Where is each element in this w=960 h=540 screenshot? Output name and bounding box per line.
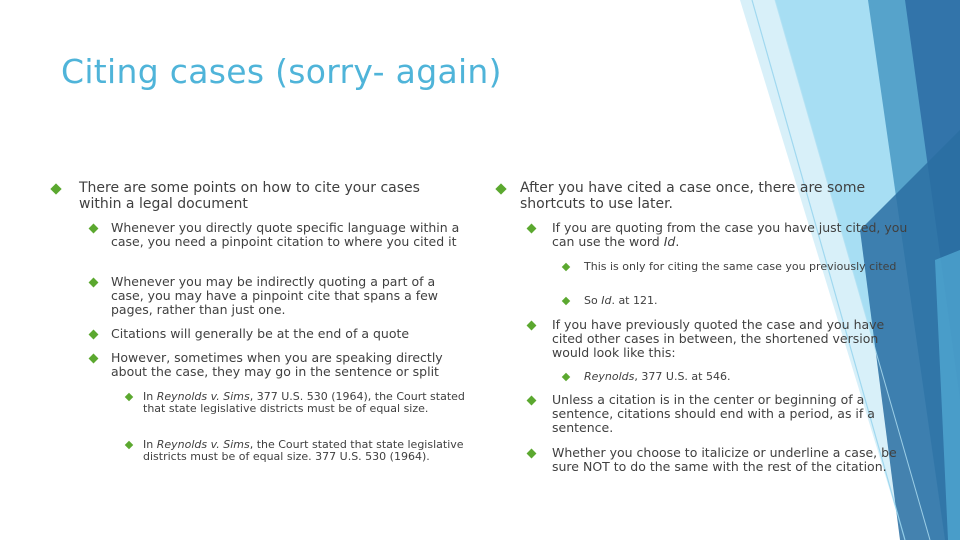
bullet-text: However, sometimes when you are speaking directly about the case, they may go in the sentence or split — [111, 350, 443, 379]
bullet-text: Unless a citation is in the center or beginning of a sentence, citations should end with a period, as if a sentence. — [552, 392, 875, 435]
diamond-bullet-icon — [562, 263, 570, 271]
bullet-text: Citations will generally be at the end of a quote — [111, 326, 410, 341]
bullet-text: Whenever you directly quote specific language within a case, you need a pinpoint citation to where you cited it — [111, 220, 460, 249]
list-item — [563, 261, 908, 273]
list-item — [90, 275, 470, 317]
bullet-text: This is only for citing the same case you previously cited — [584, 260, 897, 273]
case-name: Id — [601, 294, 612, 307]
list-item — [90, 221, 470, 249]
bullet-text: So Id. at 121. — [584, 294, 658, 307]
diamond-bullet-icon — [495, 183, 506, 194]
diamond-bullet-icon — [125, 441, 133, 449]
diamond-bullet-icon — [527, 224, 537, 234]
list-item — [563, 295, 908, 307]
list-item — [126, 391, 466, 414]
diamond-bullet-icon — [89, 354, 99, 364]
list-item — [528, 318, 913, 360]
bullet-text: If you are quoting from the case you have just cited, you can use the word Id. — [552, 220, 908, 249]
list-item — [497, 180, 907, 212]
diamond-bullet-icon — [562, 297, 570, 305]
case-name: Id — [663, 234, 676, 249]
diamond-bullet-icon — [527, 321, 537, 331]
bullet-text: Whenever you may be indirectly quoting a part of a case, you may have a pinpoint cite that spans a few pages, rather than just one. — [111, 274, 439, 317]
case-name: Reynolds — [584, 370, 635, 383]
diamond-bullet-icon — [527, 449, 537, 459]
bullet-text: Reynolds, 377 U.S. at 546. — [584, 370, 731, 383]
diamond-bullet-icon — [89, 330, 99, 340]
list-item — [528, 393, 913, 435]
case-name: Reynolds v. Sims — [156, 438, 250, 451]
bullet-text: After you have cited a case once, there are some shortcuts to use later. — [520, 180, 866, 212]
diamond-bullet-icon — [89, 224, 99, 234]
bullet-text: If you have previously quoted the case and you have cited other cases in between, the shortened version would look like this: — [552, 317, 885, 360]
diamond-bullet-icon — [527, 396, 537, 406]
case-name: Reynolds v. Sims — [156, 390, 250, 403]
diamond-bullet-icon — [89, 278, 99, 288]
slide-title: Citing cases (sorry- again) — [61, 52, 502, 91]
list-item — [528, 221, 913, 249]
list-item — [563, 371, 908, 383]
list-item — [90, 351, 470, 379]
diamond-bullet-icon — [562, 373, 570, 381]
list-item — [52, 180, 452, 212]
bullet-text: In Reynolds v. Sims, 377 U.S. 530 (1964), the Court stated that state legislative districts must be of equal size. — [143, 390, 465, 415]
diamond-bullet-icon — [125, 393, 133, 401]
bullet-text: Whether you choose to italicize or underline a case, be sure NOT to do the same with the rest of the citation. — [552, 445, 897, 474]
bullet-text: In Reynolds v. Sims, the Court stated that state legislative districts must be of equal size. 377 U.S. 530 (1964). — [143, 438, 464, 463]
list-item — [126, 439, 466, 462]
list-item — [90, 327, 470, 341]
list-item — [528, 446, 913, 474]
bullet-text: There are some points on how to cite your cases within a legal document — [79, 180, 420, 212]
diamond-bullet-icon — [50, 183, 61, 194]
